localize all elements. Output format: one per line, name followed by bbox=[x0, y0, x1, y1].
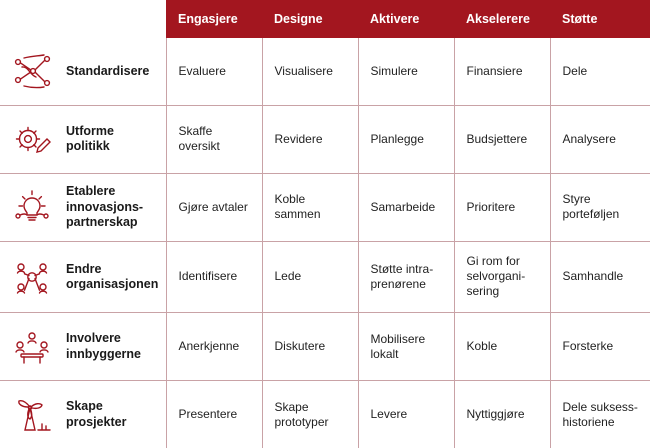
cell: Samhandle bbox=[550, 241, 650, 313]
column-header-designe: Designe bbox=[262, 0, 358, 38]
row-header-skape-prosjekter bbox=[0, 381, 166, 448]
cell: Gi rom for selvorgani-sering bbox=[454, 241, 550, 313]
network-nodes-icon bbox=[6, 48, 58, 94]
row-label: Standardisere bbox=[66, 63, 150, 78]
table-row bbox=[0, 105, 650, 173]
row-header-standardisere bbox=[0, 38, 166, 105]
cell: Presentere bbox=[166, 381, 262, 448]
matrix-body bbox=[0, 38, 650, 448]
lightbulb-idea-icon bbox=[6, 184, 58, 230]
cell: Finansiere bbox=[454, 38, 550, 105]
cell: Evaluere bbox=[166, 38, 262, 105]
cell: Diskutere bbox=[262, 313, 358, 381]
cell: Budsjettere bbox=[454, 105, 550, 173]
cell: Identifisere bbox=[166, 241, 262, 313]
people-circle-icon bbox=[6, 254, 58, 300]
cell: Anerkjenne bbox=[166, 313, 262, 381]
row-label: Endre organisasjonen bbox=[66, 261, 159, 291]
table-row bbox=[0, 381, 650, 448]
table-row bbox=[0, 313, 650, 381]
cell: Analysere bbox=[550, 105, 650, 173]
cell: Koble bbox=[454, 313, 550, 381]
cell: Dele suksess-historiene bbox=[562, 399, 638, 429]
cell: Styre porteføljen bbox=[550, 173, 650, 241]
cell: Skaffe oversikt bbox=[166, 105, 262, 173]
cell: Samarbeide bbox=[358, 173, 454, 241]
row-label: Utforme politikk bbox=[66, 124, 114, 154]
column-header-akselerere: Akselerere bbox=[454, 0, 550, 38]
row-label: Involvere innbyggerne bbox=[66, 331, 142, 361]
column-header-aktivere: Aktivere bbox=[358, 0, 454, 38]
cell: Planlegge bbox=[358, 105, 454, 173]
cell: Gjøre avtaler bbox=[166, 173, 262, 241]
cell: Revidere bbox=[262, 105, 358, 173]
matrix-header bbox=[0, 0, 650, 38]
table-row bbox=[0, 241, 650, 313]
cell: Lede bbox=[262, 241, 358, 313]
cell: Levere bbox=[358, 381, 454, 448]
cell: Mobilisere lokalt bbox=[358, 313, 454, 381]
column-header-stotte: Støtte bbox=[550, 0, 650, 38]
cell: Nyttiggjøre bbox=[454, 381, 550, 448]
gear-pencil-icon bbox=[6, 116, 58, 162]
cell: Prioritere bbox=[454, 173, 550, 241]
column-header-engasjere: Engasjere bbox=[166, 0, 262, 38]
cell: Støtte intra-prenørene bbox=[358, 241, 454, 313]
row-header-utforme-politikk bbox=[0, 105, 166, 173]
row-header-endre-organisasjonen bbox=[0, 241, 166, 313]
header-corner-cell bbox=[0, 0, 166, 38]
windmill-icon bbox=[6, 392, 58, 438]
row-header-involvere-innbyggerne bbox=[0, 313, 166, 381]
cell: Dele bbox=[550, 38, 650, 105]
header-row bbox=[0, 0, 650, 38]
cell: Visualisere bbox=[262, 38, 358, 105]
row-label: Skape prosjekter bbox=[66, 399, 127, 429]
cell: Koble sammen bbox=[262, 173, 358, 241]
cell: Simulere bbox=[358, 38, 454, 105]
people-table-icon bbox=[6, 324, 58, 370]
cell: Skape prototyper bbox=[262, 381, 358, 448]
table-row bbox=[0, 173, 650, 241]
row-header-etablere-innovasjonspartnerskap bbox=[0, 173, 166, 241]
cell: Forsterke bbox=[550, 313, 650, 381]
table-row bbox=[0, 38, 650, 105]
row-label: Etablere innovasjons- partnerskap bbox=[66, 184, 144, 229]
